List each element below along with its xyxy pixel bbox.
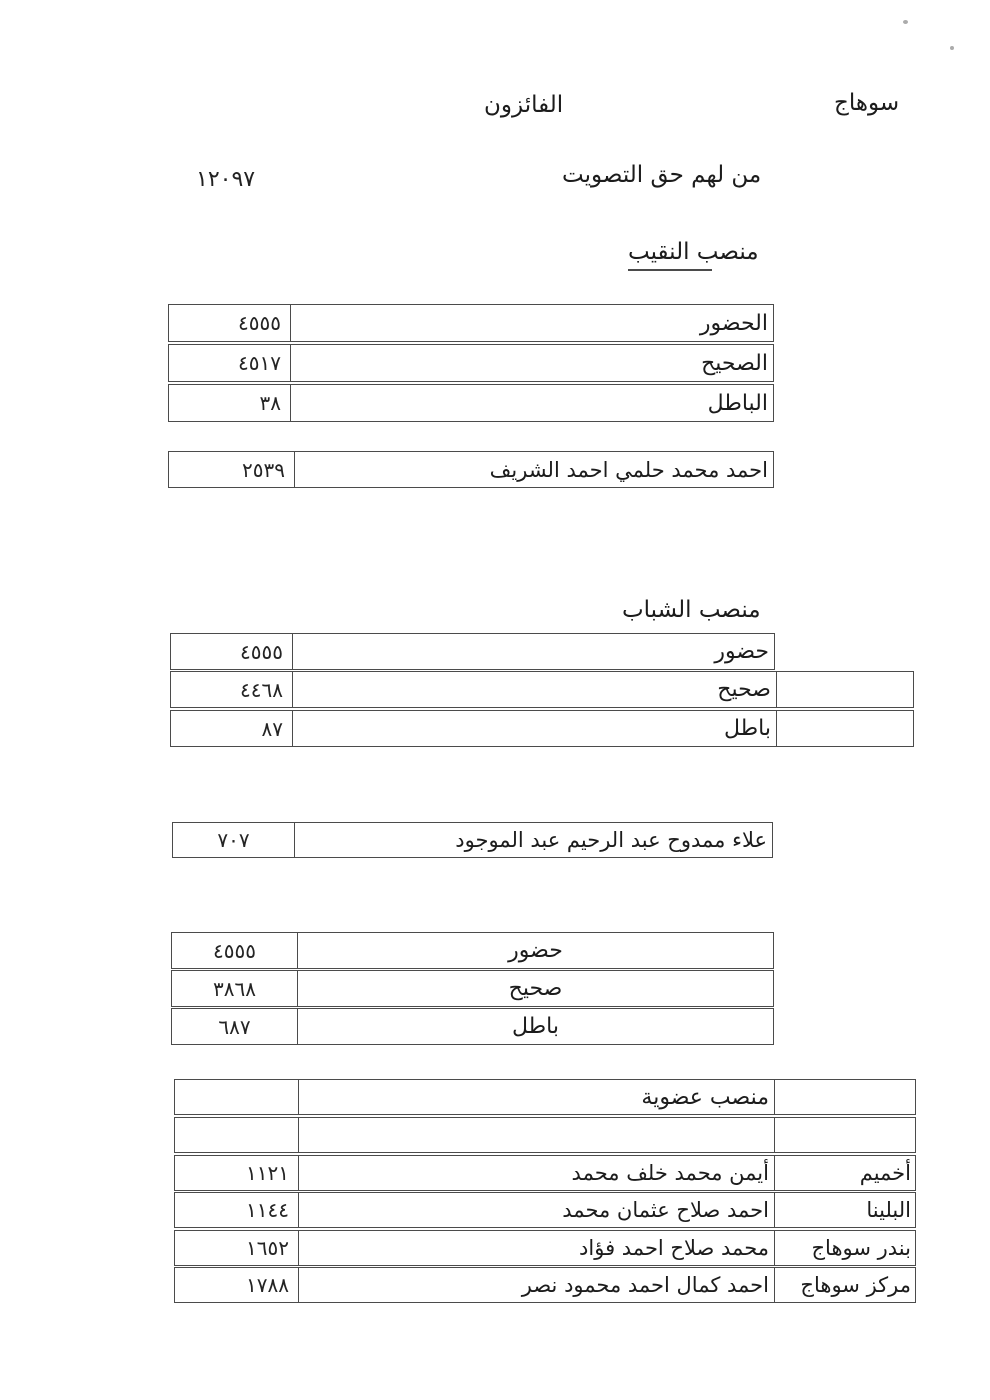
stat-value: ٣٨ xyxy=(169,385,291,421)
winner-name: احمد محمد حلمي احمد الشريف xyxy=(489,457,768,482)
stats-row xyxy=(168,344,774,382)
stat-label: الصحيح xyxy=(701,350,768,376)
section-title-naqib: منصب النقيب xyxy=(628,239,759,265)
stats-row xyxy=(170,671,914,708)
membership-row xyxy=(174,1155,916,1191)
scan-speck xyxy=(950,46,954,50)
stat-value: ٤٥١٧ xyxy=(169,345,291,381)
winner-row xyxy=(172,822,773,858)
district-cell: البلينا xyxy=(774,1193,915,1227)
stat-label: باطل xyxy=(724,716,771,741)
district-cell: أخميم xyxy=(774,1156,915,1190)
candidate-name-cell: احمد كمال احمد محمود نصر xyxy=(521,1273,769,1297)
stat-value: ٣٨٦٨ xyxy=(172,971,298,1006)
candidate-name-cell: أيمن محمد خلف محمد xyxy=(571,1161,769,1185)
empty-row xyxy=(174,1117,916,1153)
empty-cell xyxy=(299,1118,774,1152)
stats-row xyxy=(171,970,774,1007)
scan-speck xyxy=(903,20,908,24)
membership-row xyxy=(174,1267,916,1303)
winner-votes: ٧٠٧ xyxy=(173,823,295,857)
membership-row xyxy=(174,1230,916,1266)
empty-cell xyxy=(774,1080,915,1114)
stats-row xyxy=(168,384,774,422)
winner-votes: ٢٥٣٩ xyxy=(169,452,295,487)
empty-cell xyxy=(776,711,913,746)
stat-label: الباطل xyxy=(707,390,768,416)
stat-label: صحيح xyxy=(508,976,563,1001)
district-cell: بندر سوهاج xyxy=(774,1231,915,1265)
votes-cell: ١٧٨٨ xyxy=(175,1268,299,1302)
district-cell: مركز سوهاج xyxy=(774,1268,915,1302)
empty-cell xyxy=(774,1118,915,1152)
stats-row xyxy=(171,932,774,969)
stat-value: ٤٥٥٥ xyxy=(169,305,291,341)
stat-value: ٤٥٥٥ xyxy=(172,933,298,968)
stat-label: الحضور xyxy=(699,310,768,336)
stat-value: ٨٧ xyxy=(171,711,293,746)
stats-row xyxy=(170,633,775,670)
votes-cell: ١١٤٤ xyxy=(175,1193,299,1227)
winners-heading: الفائزون xyxy=(484,92,564,118)
stat-label: صحيح xyxy=(717,677,771,702)
candidate-name-cell: احمد صلاح عثمان محمد xyxy=(562,1198,769,1222)
membership-header-row xyxy=(174,1079,916,1115)
stat-value: ٤٤٦٨ xyxy=(171,672,293,707)
governorate-title: سوهاج xyxy=(834,90,900,116)
stat-label: حضور xyxy=(714,639,769,664)
stats-row xyxy=(170,710,914,747)
empty-cell xyxy=(776,672,913,707)
winner-name: علاء ممدوح عبد الرحيم عبد الموجود xyxy=(455,828,767,852)
stat-value: ٦٨٧ xyxy=(172,1009,298,1044)
stat-value: ٤٥٥٥ xyxy=(171,634,293,669)
votes-cell: ١٦٥٢ xyxy=(175,1231,299,1265)
stats-row xyxy=(171,1008,774,1045)
section-title-youth: منصب الشباب xyxy=(622,597,761,623)
membership-row xyxy=(174,1192,916,1228)
stat-label: حضور xyxy=(508,938,563,963)
underline-mark xyxy=(628,269,712,271)
stats-row xyxy=(168,304,774,342)
empty-cell xyxy=(175,1118,299,1152)
winner-row xyxy=(168,451,774,488)
empty-cell xyxy=(175,1080,299,1114)
stat-label: باطل xyxy=(512,1014,559,1039)
votes-cell: ١١٢١ xyxy=(175,1156,299,1190)
section-title-membership: منصب عضوية xyxy=(641,1084,769,1110)
eligible-voters-count: ١٢٠٩٧ xyxy=(196,167,256,192)
candidate-name-cell: محمد صلاح احمد فؤاد xyxy=(579,1236,769,1260)
eligible-voters-label: من لهم حق التصويت xyxy=(562,162,762,188)
